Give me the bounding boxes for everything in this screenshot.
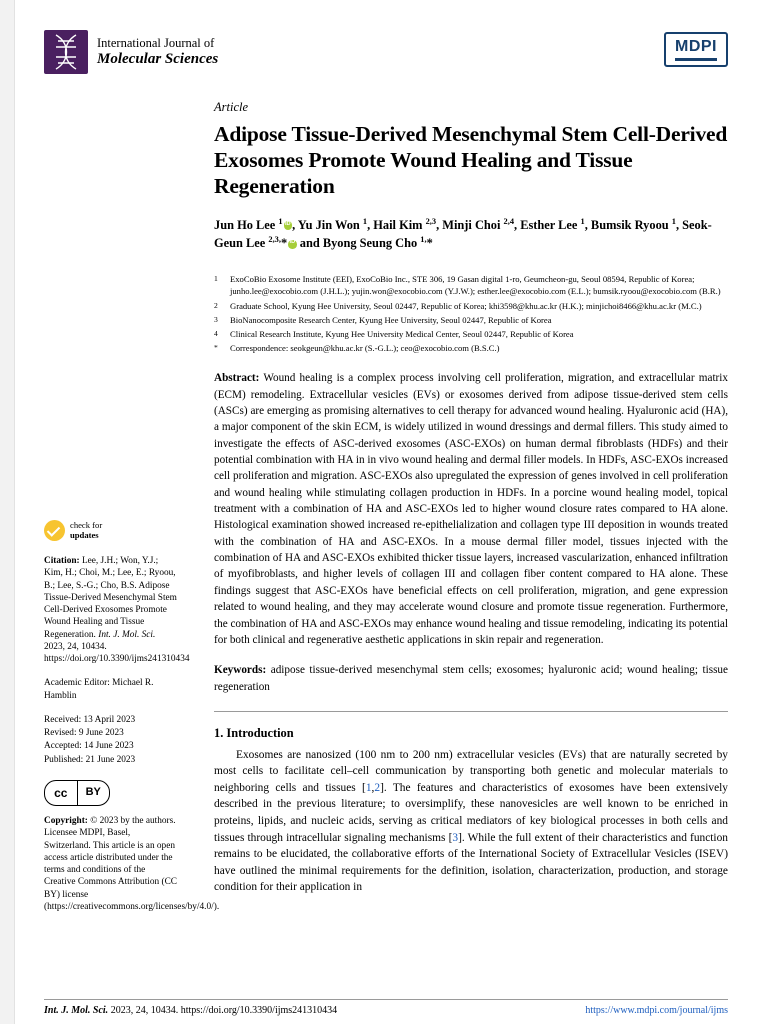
orcid-icon[interactable] xyxy=(288,240,297,249)
date-received: Received: 13 April 2023 xyxy=(44,714,136,725)
keywords-text: adipose tissue-derived mesenchymal stem cells; exosomes; hyaluronic acid; wound healing; tissue regeneration xyxy=(214,664,728,693)
academic-editor-name: Michael R. Hamblin xyxy=(44,678,154,701)
orcid-icon[interactable] xyxy=(284,221,293,230)
affiliation-text: Clinical Research Institute, Kyung Hee University Medical Center, Seoul 02447, Republic of Korea xyxy=(230,328,574,339)
citation-link-3[interactable]: 3 xyxy=(452,831,459,844)
citation-rest: 2023, 24, 10434. https://doi.org/10.3390/ijms241310434 xyxy=(44,641,190,665)
footer-journal: Int. J. Mol. Sci. xyxy=(44,1005,109,1016)
affiliation-item xyxy=(214,273,728,297)
affiliation-number: 3 xyxy=(214,314,218,324)
intro-part-1: Exosomes are nanosized (100 nm to 200 nm) extracellular vesicles (EVs) that are naturally secreted by most cells to facilitate cell–cell communication by transporting both genetic and molecular materials to neighboring cells and tissues [ xyxy=(214,748,728,794)
ijms-dna-icon xyxy=(44,30,88,74)
citation-block xyxy=(44,555,190,665)
abstract-label: Abstract: xyxy=(214,372,260,385)
keywords-block xyxy=(214,662,728,695)
check-updates-line1: check for xyxy=(70,519,103,530)
cc-by-icon: BY xyxy=(77,781,110,805)
affiliation-text: Graduate School, Kyung Hee University, Seoul 02447, Republic of Korea; khi3598@khu.ac.kr (H.K.); minjichoi8466@khu.ac.kr (M.C.) xyxy=(230,300,702,311)
affiliation-text: ExoCoBio Exosome Institute (EEI), ExoCoBio Inc., STE 306, 19 Gasan digital 1-ro, Geumcheon-gu, Seoul 08594, Republic of Korea; junho.lee@exocobio.com (J.H.L.); yujin.won@exocobio.com (Y.J.W.); esther.lee@exocobio.com (E.L.); bumsik.ryoou@exocobio.com (B.R.) xyxy=(230,274,721,297)
academic-editor-label: Academic Editor: xyxy=(44,678,110,689)
copyright-label: Copyright: xyxy=(44,815,88,826)
check-icon xyxy=(44,520,65,541)
journal-name-line1: International Journal of xyxy=(97,36,215,51)
affiliation-number: 1 xyxy=(214,274,218,284)
mdpi-logo xyxy=(664,32,728,67)
intro-part-3: ]. While the full extent of their characteristics and function remains to be elucidated, the collaborative efforts of the International Society of Extracellular Vesicles (ISEV) have outlined the minimal requirements for the definition, isolation, characterization, production, and storage condition for their application in xyxy=(214,831,728,894)
crossmark-check-for-updates[interactable] xyxy=(44,520,178,541)
sidebar-metadata xyxy=(44,100,220,913)
intro-part-2: ]. The features and characteristics of exosomes have been extensively described in the previous literature; to oversimplify, these nanovesicles are well known to be enriched in proteins, lipids, and nucleic acids, serving as critical mediators of key biological processes in both cells and tissues through intracellular signaling mechanisms [ xyxy=(214,781,728,844)
author-list: Jun Ho Lee $^1$ iD , Yu Jin Won $^1$, Hail Kim $^{2,3}$, Minji Choi $^{2,4}$, Esther Lee $^1$, Bumsik Ryoou $^1$, Seok-Geun Lee $^{2,3,}$*iD and Byong Seung Cho $^{1,}$* xyxy=(214,216,728,253)
affiliations-list xyxy=(214,273,728,354)
creative-commons-badge xyxy=(44,780,110,806)
article-main xyxy=(214,100,728,896)
affiliation-text: BioNanocomposite Research Center, Kyung Hee University, Seoul 02447, Republic of Korea xyxy=(230,314,552,325)
copyright-block xyxy=(44,815,220,913)
section-divider xyxy=(214,711,728,712)
date-published: Published: 21 June 2023 xyxy=(44,754,136,765)
page-left-edge xyxy=(0,0,15,1024)
page-footer xyxy=(44,999,728,1016)
affiliation-item xyxy=(214,342,728,354)
copyright-text: © 2023 by the authors. Licensee MDPI, Basel, Switzerland. This article is an open access article distributed under the terms and conditions of the Creative Commons Attribution (CC BY) license (https://creativecommons.org/licenses/by/4.0/). xyxy=(44,815,220,912)
mdpi-wordmark: MDPI xyxy=(675,38,717,55)
affiliation-item xyxy=(214,314,728,326)
journal-logo xyxy=(44,30,218,74)
footer-citation xyxy=(44,1005,337,1016)
intro-sep-1: , xyxy=(371,781,375,794)
affiliation-text: Correspondence: seokgeun@khu.ac.kr (S.-G.L.); ceo@exocobio.com (B.S.C.) xyxy=(230,343,500,354)
mdpi-bar xyxy=(675,58,717,61)
page-header xyxy=(44,30,728,88)
affiliation-item xyxy=(214,300,728,312)
introduction-paragraph xyxy=(214,747,728,896)
citation-link-1[interactable]: 1 xyxy=(365,781,372,794)
date-revised: Revised: 9 June 2023 xyxy=(44,728,124,739)
article-type: Article xyxy=(214,100,249,114)
affiliation-number: 4 xyxy=(214,328,218,338)
citation-link-2[interactable]: 2 xyxy=(374,781,381,794)
citation-text: Lee, J.H.; Won, Y.J.; Kim, H.; Choi, M.; Lee, E.; Ryoou, B.; Lee, S.-G.; Cho, B.S. Adipose Tissue-Derived Mesenchymal Stem Cell-Derived Exosomes Promote Wound Healing and Tissue Regeneration. xyxy=(44,556,177,640)
keywords-label: Keywords: xyxy=(214,664,267,677)
date-accepted: Accepted: 14 June 2023 xyxy=(44,741,134,752)
academic-editor-block xyxy=(44,677,178,702)
page-title: Adipose Tissue-Derived Mesenchymal Stem Cell-Derived Exosomes Promote Wound Healing and Tissue Regeneration xyxy=(214,122,728,199)
abstract-text: Wound healing is a complex process involving cell proliferation, migration, and extracellular matrix (ECM) remodeling. Extracellular vesicles (EVs) or exosomes derived from adipose tissue-derived stem cells (ASCs) are emerging as promising alternatives to cell therapy for advanced wound healing. Hyaluronic acid (HA), a major component of the skin ECM, is widely utilized in wound dressings and dermal fillers. This study aimed to investigate the effects of ASC-derived exosomes (ASC-EXOs) on human dermal fibroblasts (HDFs) and their potential combination with HA in in vivo wound healing and dermal filler models. In HDFs, ASC-EXOs increased cell proliferation and migration. ASC-EXOs also upregulated the expression of genes involved in cell proliferation and wound healing while stimulating collagen production in HDFs. In a porcine wound healing model, topical treatment with a combination of HA and ASC-EXOs led to higher wound closure rates compared to HA alone. Histological examination showed increased re-epithelialization and collagen type III deposition in wounds treated with the combination of HA and ASC-EXOs. In a mouse dermal filler model, tissues injected with the combination of HA and ASC-EXOs exhibited thicker tissue layers, increased vascularization, enhanced infiltration of myofibroblasts, and higher levels of collagen III and collagen fiber content compared to HA alone. These findings suggest that ASC-EXOs have beneficial effects on cell proliferation, migration, and gene expression related to wound healing, and they may accelerate wound closure and promote tissue regeneration. Furthermore, the combination of HA and ASC-EXOs may enhance wound healing and tissue remodeling, indicating its potential for both clinical and regenerative aesthetic applications in skin repair and regeneration. xyxy=(214,372,728,646)
citation-journal: Int. J. Mol. Sci. xyxy=(98,629,156,640)
citation-label: Citation: xyxy=(44,556,80,566)
affiliation-number: * xyxy=(214,343,218,353)
footer-rest: 2023, 24, 10434. https://doi.org/10.3390/ijms241310434 xyxy=(108,1005,338,1016)
footer-journal-url[interactable] xyxy=(585,1005,728,1016)
publication-dates xyxy=(44,714,178,766)
affiliation-item xyxy=(214,328,728,340)
abstract-block xyxy=(214,370,728,648)
journal-name-line2: Molecular Sciences xyxy=(97,50,219,67)
section-heading-introduction: 1. Introduction xyxy=(214,725,294,740)
check-updates-line2: updates xyxy=(70,529,99,540)
affiliation-number: 2 xyxy=(214,300,218,310)
footer-journal-link[interactable]: https://www.mdpi.com/journal/ijms xyxy=(585,1005,728,1016)
cc-icon: cc xyxy=(54,785,68,800)
